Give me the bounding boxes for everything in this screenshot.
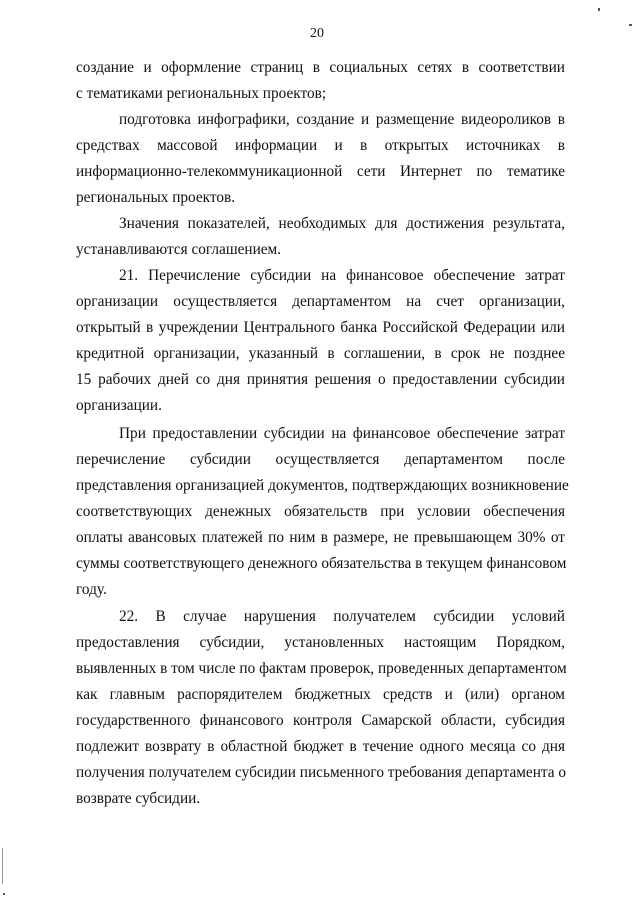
text-line: представления организацией документов, подтверждающих возникновение [76, 477, 569, 494]
text-line: получения получателем субсидии письменного требования департамента о [76, 764, 567, 781]
text-line: 22. В случае нарушения получателем субсидии условий [119, 608, 565, 625]
text-line: организации. [76, 397, 162, 414]
text-line: подготовка инфографики, создание и размещение видеороликов в [119, 111, 565, 128]
text-line: средствах массовой информации и в открытых источниках в [76, 137, 565, 154]
paragraph [76, 263, 565, 419]
text-line: перечисление субсидии осуществляется департаментом после [76, 451, 565, 468]
scan-speck [629, 24, 632, 26]
text-line: открытый в учреждении Центрального банка Российской Федерации или [76, 319, 565, 336]
text-line: государственного финансового контроля Самарской области, субсидия [76, 712, 565, 729]
paragraph [76, 211, 565, 263]
text-line: году. [76, 581, 107, 598]
scan-speck [3, 893, 5, 895]
text-line: 21. Перечисление субсидии на финансовое обеспечение затрат [119, 267, 565, 284]
text-line: соответствующих денежных обязательств при условии обеспечения [76, 503, 565, 520]
text-line: предоставления субсидии, установленных настоящим Порядком, [76, 634, 565, 651]
text-line: подлежит возврату в областной бюджет в течение одного месяца со дня [76, 738, 565, 755]
text-line: суммы соответствующего денежного обязательства в текущем финансовом [76, 555, 567, 572]
text-line: выявленных в том числе по фактам проверок, проведенных департаментом [76, 660, 567, 677]
paragraph [76, 107, 565, 211]
scan-edge-mark [2, 848, 3, 884]
text-line: оплаты авансовых платежей по ним в размере, не превышающем 30% от [76, 529, 565, 546]
paragraph [76, 55, 565, 107]
text-line: региональных проектов. [76, 189, 236, 206]
text-line: с тематиками региональных проектов; [76, 85, 327, 102]
text-line: организации осуществляется департаментом на счет организации, [76, 293, 565, 310]
page-number: 20 [310, 26, 324, 41]
text-line: как главным распорядителем бюджетных средств и (или) органом [76, 686, 565, 703]
paragraph [76, 604, 565, 812]
text-line: устанавливаются соглашением. [76, 241, 282, 258]
text-line: При предоставлении субсидии на финансовое обеспечение затрат [119, 425, 565, 442]
text-line: Значения показателей, необходимых для достижения результата, [119, 215, 565, 232]
paragraph [76, 421, 569, 603]
text-line: возврате субсидии. [76, 790, 201, 807]
scan-speck [598, 8, 600, 11]
text-line: информационно-телекоммуникационной сети Интернет по тематике [76, 163, 565, 180]
text-line: кредитной организации, указанный в соглашении, в срок не позднее [76, 345, 565, 362]
text-line: 15 рабочих дней со дня принятия решения о предоставлении субсидии [76, 371, 565, 388]
text-line: создание и оформление страниц в социальных сетях в соответствии [76, 59, 565, 76]
